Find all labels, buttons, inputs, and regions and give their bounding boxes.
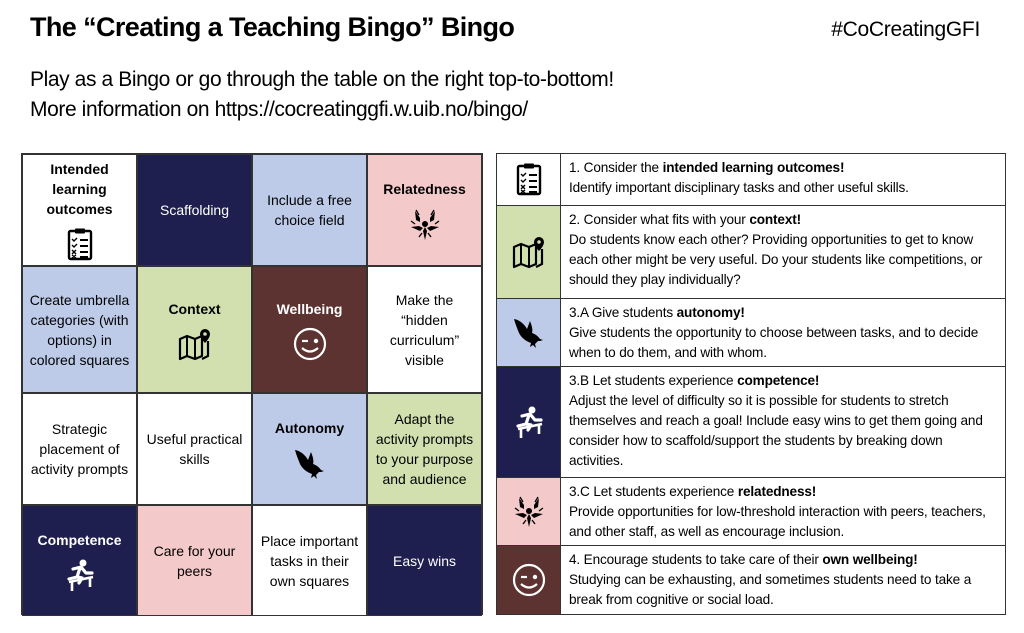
guide-heading: 3.B Let students experience: [569, 372, 738, 388]
guide-row: [497, 299, 1005, 367]
bingo-cell[interactable]: [252, 393, 367, 505]
bingo-grid: [21, 153, 483, 615]
guide-body: Identify important disciplinary tasks and other useful skills.: [569, 180, 909, 195]
guide-heading: 1. Consider the: [569, 160, 663, 175]
bingo-cell-label: Make the “hidden curriculum” visible: [389, 291, 460, 368]
guide-row: [497, 478, 1005, 546]
guide-body: Provide opportunities for low-threshold interaction with peers, teachers, and other staff, as well as encourage inclusion.: [569, 503, 986, 539]
bingo-cell[interactable]: [137, 505, 252, 616]
hands-circle-icon: [512, 494, 546, 528]
guide-row-icon-cell: [497, 367, 561, 477]
guide-row-text: [561, 299, 1005, 366]
hands-circle-icon: [408, 207, 442, 241]
bingo-cell[interactable]: [367, 505, 482, 616]
bingo-cell-label: Competence: [37, 531, 122, 548]
guide-heading-emphasis: context!: [749, 211, 801, 227]
clipboard-checklist-icon: [63, 227, 97, 261]
hurdle-runner-icon: [63, 558, 97, 592]
map-pin-icon: [512, 235, 546, 269]
guide-row-text: [561, 478, 1005, 545]
wink-smiley-icon: [293, 327, 327, 361]
wink-smiley-icon: [512, 563, 546, 597]
guide-body: Adjust the level of difficulty so it is possible for students to stretch themselves and reach a goal! Include easy wins to get them going and consider how to scaffold/support the students by breaking down activities.: [569, 392, 983, 468]
hashtag: #CoCreatingGFI: [831, 18, 980, 41]
bingo-cell[interactable]: [252, 266, 367, 393]
guide-row-text: [561, 154, 1005, 205]
eagle-icon: [512, 315, 546, 349]
bingo-cell-label: Scaffolding: [159, 202, 229, 218]
bingo-cell[interactable]: [367, 393, 482, 505]
guide-heading-emphasis: autonomy!: [676, 304, 745, 320]
bingo-cell-label: Autonomy: [274, 420, 345, 436]
map-pin-icon: [178, 327, 212, 361]
guide-row-icon-cell: [497, 154, 561, 205]
bingo-cell-label: Relatedness: [383, 181, 466, 197]
guide-row-text: [561, 206, 1005, 298]
page-title: The “Creating a Teaching Bingo” Bingo: [30, 12, 515, 42]
bingo-cell-label: Adapt the activity prompts to your purpose and audience: [375, 411, 474, 487]
guide-row-text: [561, 546, 1005, 614]
bingo-cell[interactable]: [22, 505, 137, 616]
bingo-cell[interactable]: [137, 393, 252, 505]
bingo-cell-label: Easy wins: [392, 552, 457, 569]
guide-row-icon-cell: [497, 299, 561, 366]
bingo-cell[interactable]: [137, 154, 252, 266]
bingo-cell-label: Context: [168, 300, 221, 317]
bingo-cell-label: Place important tasks in their own squares: [260, 532, 359, 589]
guide-row: [497, 154, 1005, 206]
subtitle-more-info: More information on https://cocreatinggfi.w.uib.no/bingo/: [30, 98, 528, 121]
guide-row: [497, 546, 1005, 614]
eagle-icon: [293, 446, 327, 480]
bingo-cell[interactable]: [22, 393, 137, 505]
hurdle-runner-icon: [512, 405, 546, 439]
guide-body: Do students know each other? Providing opportunities to get to know each other might be very useful. Do your students like competitions, or should they play individually?: [569, 231, 983, 287]
bingo-cell-label: Useful practical skills: [146, 431, 243, 467]
guide-row-icon-cell: [497, 206, 561, 298]
bingo-cell[interactable]: [252, 154, 367, 266]
clipboard-checklist-icon: [512, 162, 546, 196]
guide-body: Studying can be exhausting, and sometimes students need to take a break from cognitive or social load.: [569, 571, 972, 607]
bingo-cell[interactable]: [367, 154, 482, 266]
guide-row-icon-cell: [497, 478, 561, 545]
guide-heading: 4. Encourage students to take care of their: [569, 551, 823, 567]
subtitle-instructions: Play as a Bingo or go through the table on the right top-to-bottom!: [30, 68, 614, 91]
guide-heading-emphasis: relatedness!: [737, 483, 817, 499]
guide-heading-emphasis: own wellbeing!: [822, 551, 918, 567]
guide-row-text: [561, 367, 1005, 477]
guide-row-icon-cell: [497, 546, 561, 614]
guide-row: [497, 367, 1005, 478]
guide-body: Give students the opportunity to choose between tasks, and to decide when to do them, and with whom.: [569, 324, 979, 360]
bingo-cell[interactable]: [252, 505, 367, 616]
guide-heading-emphasis: competence!: [737, 372, 820, 388]
bingo-cell-label: Wellbeing: [276, 300, 343, 317]
bingo-cell-label: Intended learning outcomes: [46, 161, 113, 217]
bingo-cell[interactable]: [137, 266, 252, 393]
guide-row: [497, 206, 1005, 299]
guide-heading-emphasis: intended learning outcomes!: [662, 160, 845, 175]
bingo-cell[interactable]: [367, 266, 482, 393]
bingo-cell[interactable]: [22, 266, 137, 393]
bingo-cell-label: Care for your peers: [153, 542, 236, 579]
bingo-cell-label: Strategic placement of activity prompts: [30, 421, 129, 477]
guide-heading: 3.A Give students: [569, 304, 677, 320]
bingo-cell[interactable]: [22, 154, 137, 266]
guide-table: [496, 153, 1006, 615]
guide-heading: 3.C Let students experience: [569, 483, 738, 499]
bingo-cell-label: Create umbrella categories (with options) in colored squares: [29, 291, 130, 368]
bingo-cell-label: Include a free choice field: [267, 192, 352, 228]
guide-heading: 2. Consider what fits with your: [569, 211, 750, 227]
